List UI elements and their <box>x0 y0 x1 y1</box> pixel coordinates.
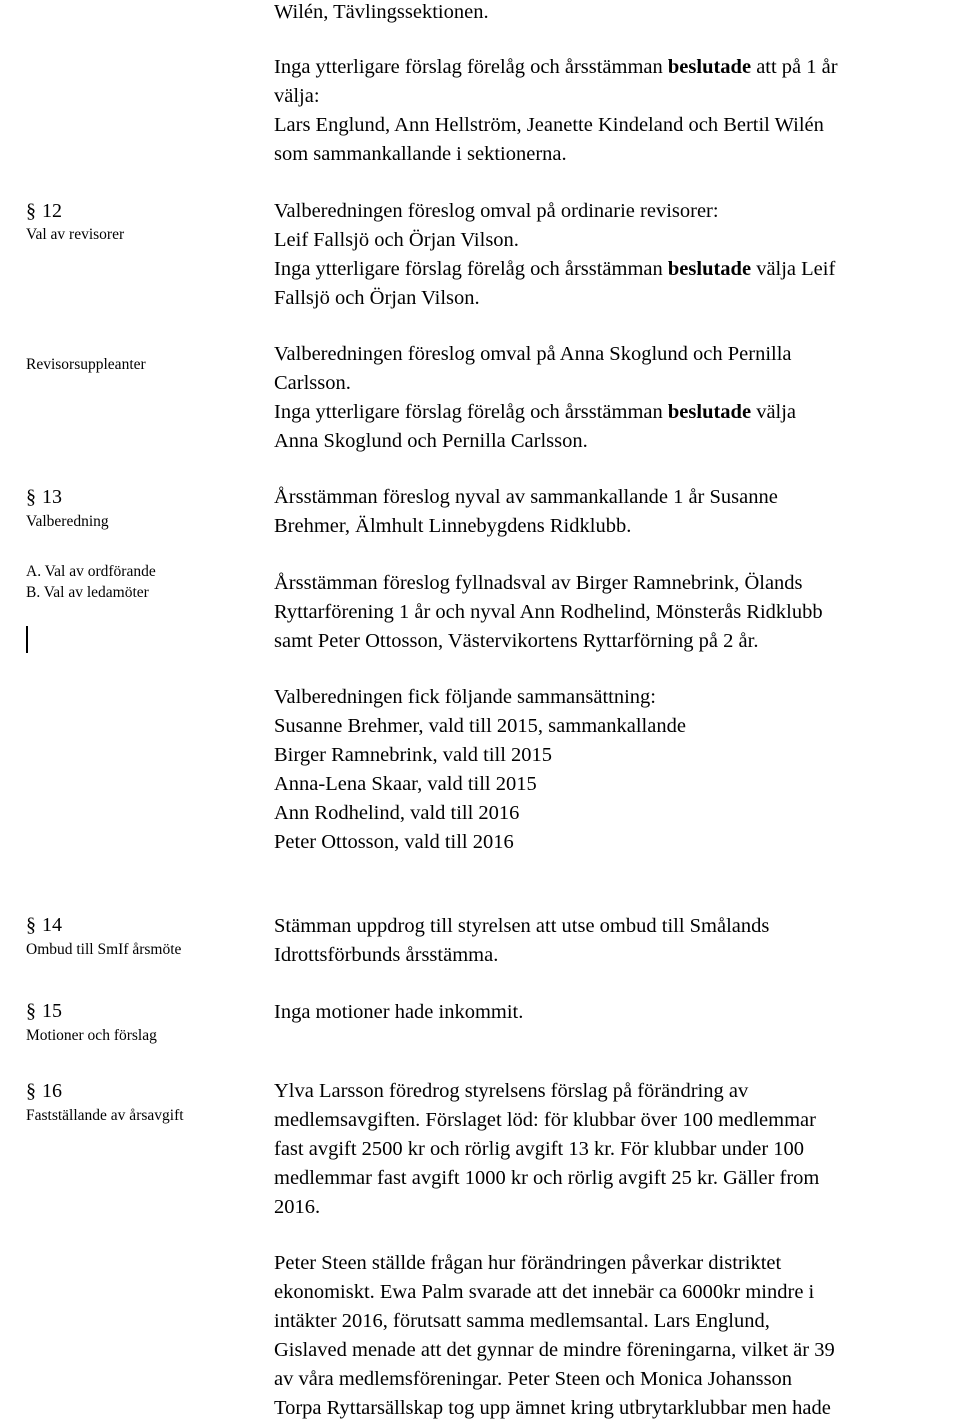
section-13-sub-b: B. Val av ledamöter <box>26 584 149 601</box>
section-13-sub-a: A. Val av ordförande <box>26 563 156 580</box>
paragraph-0 <box>274 0 958 27</box>
paragraph-5 <box>274 569 958 656</box>
text-line: Idrottsförbunds årsstämma. <box>274 944 499 966</box>
text-line: Fallsjö och Örjan Vilson. <box>274 287 480 309</box>
text-line: medlemmar fast avgift 1000 kr och rörlig avgift 25 kr. Gäller from <box>274 1167 820 1189</box>
section-16-label: Fastställande av årsavgift <box>26 1107 184 1124</box>
text-line: intäkter 2016, förutsatt samma medlemsantal. Lars Englund, <box>274 1310 770 1332</box>
text-line: Brehmer, Älmhult Linnebygdens Ridklubb. <box>274 515 632 537</box>
paragraph-10 <box>274 1249 958 1423</box>
section-14-label: Ombud till SmIf årsmöte <box>26 941 182 958</box>
text-line: fast avgift 2500 kr och rörlig avgift 13 kr. För klubbar under 100 <box>274 1138 805 1160</box>
text-line: Stämman uppdrog till styrelsen att utse ombud till Smålands <box>274 915 770 937</box>
paragraph-8 <box>274 998 958 1027</box>
text-line: Inga motioner hade inkommit. <box>274 1001 524 1023</box>
text-line: Lars Englund, Ann Hellström, Jeanette Kindeland och Bertil Wilén <box>274 114 824 136</box>
section-16-number: § 16 <box>26 1080 62 1102</box>
text-line: Ylva Larsson föredrog styrelsens förslag på förändring av <box>274 1080 749 1102</box>
text-line: Valberedningen fick följande sammansättning: <box>274 686 656 708</box>
text-line: Valberedningen föreslog omval på ordinarie revisorer: <box>274 200 719 222</box>
text-line: Inga ytterligare förslag förelåg och årsstämman beslutade välja <box>274 401 797 423</box>
text-line: Birger Ramnebrink, vald till 2015 <box>274 744 553 766</box>
text-line: Ryttarförening 1 år och nyval Ann Rodhelind, Mönsterås Ridklubb <box>274 601 823 623</box>
text-line: Inga ytterligare förslag förelåg och årsstämman beslutade välja Leif <box>274 258 836 280</box>
paragraph-4 <box>274 483 958 541</box>
paragraph-6 <box>274 683 958 857</box>
text-line: 2016. <box>274 1196 321 1218</box>
change-bar <box>26 626 28 653</box>
text-line: Årsstämman föreslog fyllnadsval av Birger Ramnebrink, Ölands <box>274 572 803 594</box>
paragraph-9 <box>274 1077 958 1222</box>
section-15-label: Motioner och förslag <box>26 1027 157 1044</box>
paragraph-2 <box>274 197 958 313</box>
text-line: av våra medlemsföreningar. Peter Steen och Monica Johansson <box>274 1368 793 1390</box>
text-line: välja: <box>274 85 320 107</box>
text-line: Årsstämman föreslog nyval av sammankallande 1 år Susanne <box>274 486 778 508</box>
text-line: som sammankallande i sektionerna. <box>274 143 567 165</box>
section-12-label: Val av revisorer <box>26 226 125 243</box>
section-14-number: § 14 <box>26 914 62 936</box>
text-line: Ann Rodhelind, vald till 2016 <box>274 802 520 824</box>
paragraph-3 <box>274 340 958 456</box>
section-12-number: § 12 <box>26 200 62 222</box>
text-line: samt Peter Ottosson, Västervikortens Ryttarförning på 2 år. <box>274 630 759 652</box>
text-line: Wilén, Tävlingssektionen. <box>274 1 489 23</box>
text-line: ekonomiskt. Ewa Palm svarade att det innebär ca 6000kr mindre i <box>274 1281 815 1303</box>
text-line: Peter Steen ställde frågan hur förändringen påverkar distriktet <box>274 1252 782 1274</box>
text-line: Inga ytterligare förslag förelåg och årsstämman beslutade att på 1 år <box>274 56 838 78</box>
text-line: Carlsson. <box>274 372 351 394</box>
section-13-label: Valberedning <box>26 513 109 530</box>
section-15-number: § 15 <box>26 1000 62 1022</box>
text-line: Gislaved menade att det gynnar de mindre föreningarna, vilket är 39 <box>274 1339 835 1361</box>
text-line: Valberedningen föreslog omval på Anna Skoglund och Pernilla <box>274 343 792 365</box>
revisorsuppleanter-label: Revisorsuppleanter <box>26 356 146 373</box>
paragraph-1 <box>274 53 958 169</box>
text-line: Leif Fallsjö och Örjan Vilson. <box>274 229 519 251</box>
paragraph-7 <box>274 912 958 970</box>
text-line: Anna-Lena Skaar, vald till 2015 <box>274 773 537 795</box>
text-line: Susanne Brehmer, vald till 2015, sammankallande <box>274 715 686 737</box>
text-line: Torpa Ryttarsällskap tog upp ämnet kring utbrytarklubbar men hade <box>274 1397 831 1419</box>
section-13-number: § 13 <box>26 486 62 508</box>
text-line: Anna Skoglund och Pernilla Carlsson. <box>274 430 588 452</box>
text-line: Peter Ottosson, vald till 2016 <box>274 831 514 853</box>
text-line: medlemsavgiften. Förslaget löd: för klubbar över 100 medlemmar <box>274 1109 816 1131</box>
